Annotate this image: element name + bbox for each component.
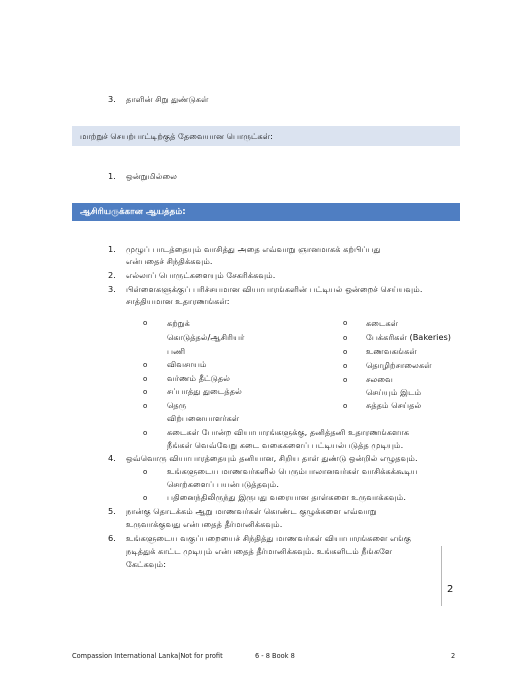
bullet-icon: o [143, 468, 148, 476]
bullet-icon: o [143, 494, 148, 502]
example-text: கொடுத்தல்/ஆசிரியர் [167, 332, 245, 342]
example-text: விவசாயம் [167, 359, 207, 369]
list-item-text: ஒவ்வொரு வியாபாரத்தையும் தனியான, சிறிய தாள் துண்டு ஒன்றில் எழுதவும். [126, 453, 418, 463]
sub-item-text: உங்களுடைய மாணவர்களில் பெரும்பாலானவர்கள் வாசிக்கக்கூடிய [167, 466, 418, 476]
list-item-text: பிள்ளைகளுக்குப் பரிச்சயமான வியாபாரங்களின் பட்டியல் ஒன்றைச் செய்யவும். [126, 284, 423, 294]
example-text: வர்ணம் தீட்டுதல் [167, 373, 231, 383]
list-number: 1. [108, 244, 116, 254]
list-item-text: உருவாக்குவது என்பதைத் தீர்மானிக்கவும். [126, 519, 283, 529]
example-text: விற்பனையாளர்கள் [167, 413, 240, 423]
example-text: சலவை [366, 374, 393, 384]
example-text: செய்யும் இடம் [366, 387, 422, 397]
list-number: 4. [108, 453, 116, 463]
bullet-icon: o [343, 319, 348, 327]
section-title: ஆசிரியருக்கான ஆயத்தம்: [80, 207, 186, 217]
bullet-icon: o [343, 348, 348, 356]
list-item-text: தாளின் சிறு துண்டுகள் [126, 94, 209, 104]
footer-right: 2 [451, 652, 456, 660]
bullet-icon: o [143, 429, 148, 437]
example-text: சப்பாத்து துடைத்தல் [167, 386, 242, 396]
list-item-text: நடித்துக் காட்ட முடியும் என்பதைத் தீர்மானிக்கவும். உங்களிடம் நீங்களே [126, 546, 393, 556]
bullet-icon: o [343, 334, 348, 342]
example-text: கற்றுக் [167, 318, 190, 328]
list-number: 1. [108, 171, 116, 181]
example-text: தொழிற்சாலைகள் [366, 360, 432, 370]
list-item-text: எல்லாப் பொருட்களையும் சேகரிக்கவும். [126, 270, 276, 280]
list-item-text: கேட்கவும்: [126, 559, 166, 569]
sub-item-text: சொற்களைப் பயன்படுத்தவும். [167, 479, 279, 489]
bullet-icon: o [143, 375, 148, 383]
bullet-icon: o [143, 388, 148, 396]
example-text: உணவகங்கள் [366, 346, 417, 356]
note-text: கடைகள் போன்ற வியாபாரங்களுக்கு, தனித்தனி உதாரணங்களாக [167, 427, 410, 437]
list-number: 6. [108, 533, 116, 543]
page-number-divider [441, 546, 442, 606]
list-number: 5. [108, 506, 116, 516]
list-item-text: நான்கு தொடக்கம் ஆறு மாணவர்கள் கொண்ட குழுக்களை எவ்வாறு [126, 506, 377, 516]
sub-item-text: பதினைந்திலிருந்து இருபது வரையான தாள்களை உருவாக்கவும். [167, 492, 406, 502]
section-title: மாற்றுச் செயற்பாட்டிற்குத் தேவையான பொருட்கள்: [80, 131, 273, 141]
bullet-icon: o [343, 362, 348, 370]
list-item-text: முழுப் பாடத்தையும் வாசித்து அதை எவ்வாறு ஞானமாகக் கற்பிப்பது [126, 244, 381, 254]
footer-left: Compassion International Lanka|Not for profit [72, 652, 223, 660]
bullet-icon: o [143, 402, 148, 410]
example-text: பேக்கரிகள் (Bakeries) [366, 332, 451, 342]
section-header-teacher-prep [72, 203, 460, 221]
bullet-icon: o [143, 319, 148, 327]
list-item-text: உங்களுடைய வகுப்பறையைச் சிந்தித்து மாணவர்கள் வியாபாரங்களை எங்கு [126, 533, 411, 543]
list-item-text: என்பதைச் சிந்திக்கவும். [126, 256, 213, 266]
example-text: கடைகள் [366, 318, 399, 328]
list-item-text: சாத்தியமான உதாரணங்கள்: [126, 296, 230, 306]
bullet-icon: o [143, 361, 148, 369]
bullet-icon: o [343, 402, 348, 410]
bullet-icon: o [343, 376, 348, 384]
list-item-text: ஒன்றுமில்லை [126, 171, 178, 181]
footer-center: 6 - 8 Book 8 [255, 652, 295, 660]
section-header-materials [72, 126, 460, 146]
example-text: பணி [167, 346, 186, 356]
note-text: நீங்கள் வெவ்வேறு கடை வகைகளைப் பட்டியல்படுத்த முடியும். [167, 440, 404, 450]
example-text: சுத்தம் செய்தல் [366, 400, 422, 410]
list-number: 3. [108, 94, 116, 104]
list-number: 3. [108, 284, 116, 294]
page-number: 2 [447, 584, 454, 595]
list-number: 2. [108, 270, 116, 280]
example-text: தெரு [167, 400, 187, 410]
